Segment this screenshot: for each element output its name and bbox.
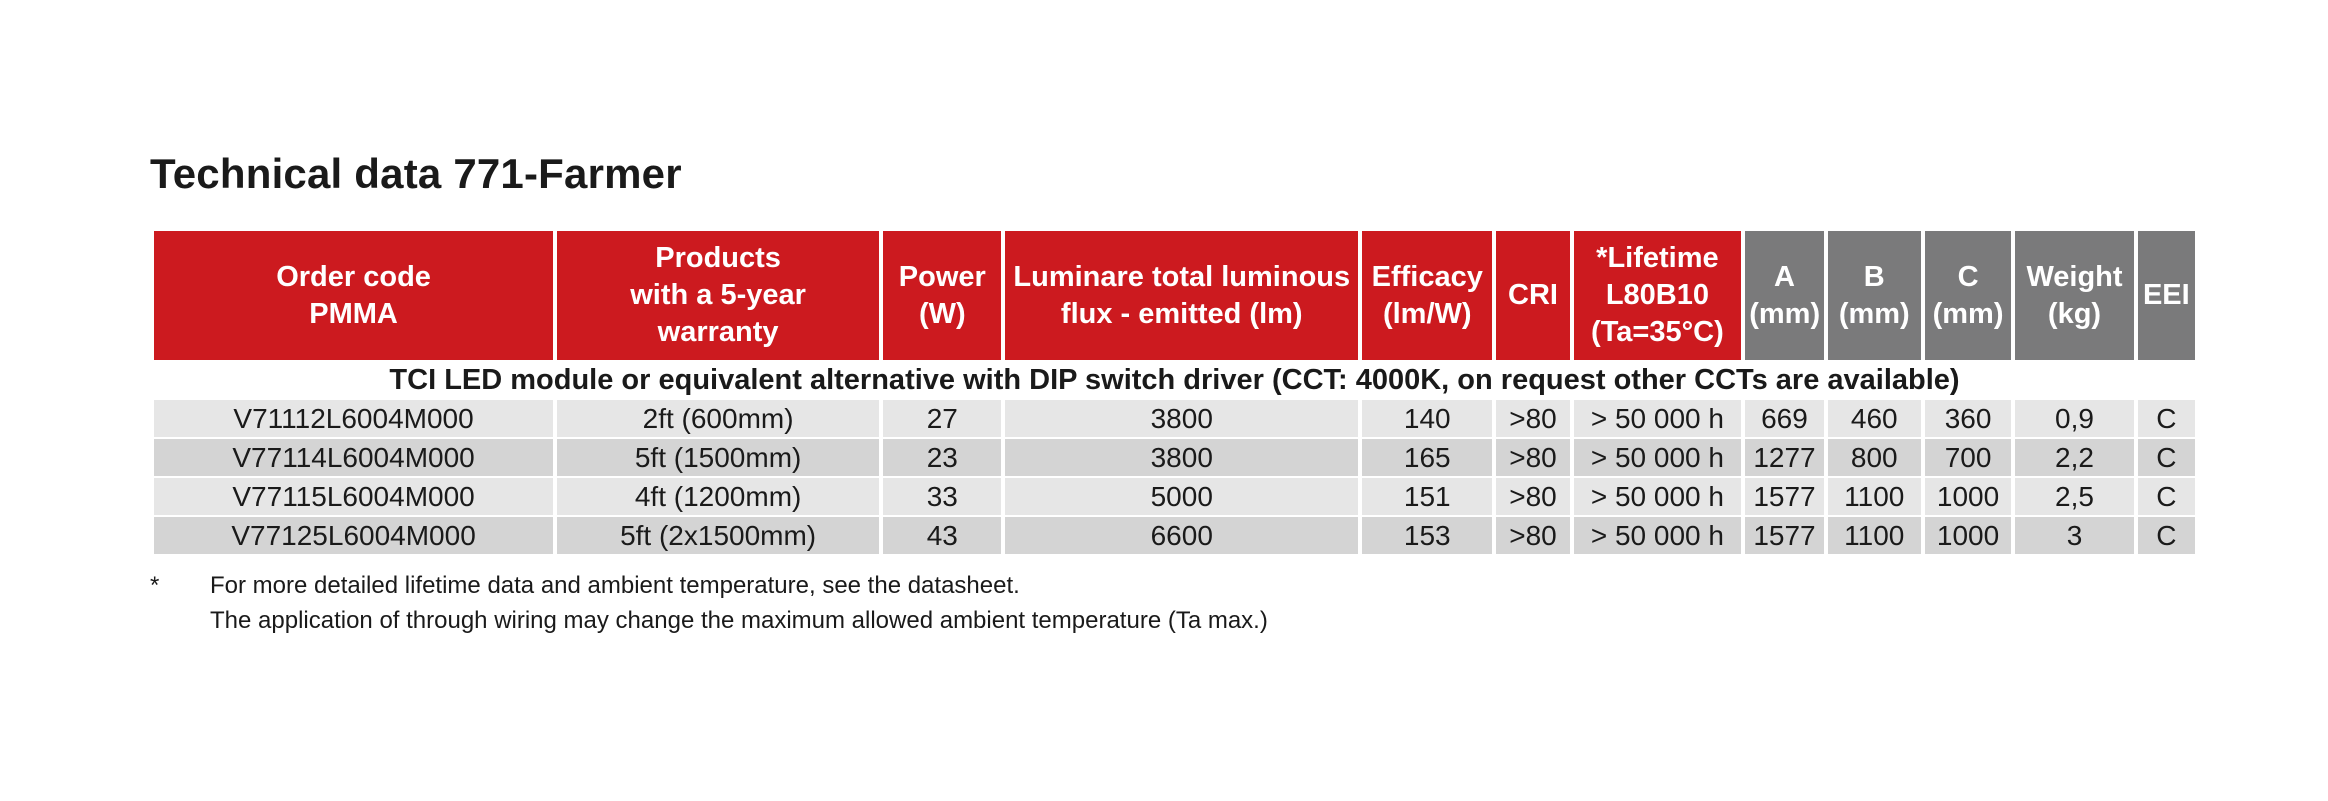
cell-power: 27: [883, 400, 1001, 439]
column-header-dimension-b: B (mm): [1828, 231, 1921, 360]
column-header-cri: CRI: [1496, 231, 1569, 360]
cell-power: 23: [883, 439, 1001, 478]
section-title: TCI LED module or equivalent alternative with DIP switch driver (CCT: 4000K, on request other CCTs are available): [389, 363, 1960, 396]
column-header-order-code: Order code PMMA: [154, 231, 553, 360]
section-header-row: [154, 360, 2195, 400]
cell-product: 2ft (600mm): [557, 400, 879, 439]
cell-dimension-c: 360: [1925, 400, 2011, 439]
cell-product: 5ft (2x1500mm): [557, 517, 879, 556]
cell-eei: C: [2138, 439, 2195, 478]
cell-luminous-flux: 3800: [1005, 439, 1358, 478]
cell-cri: >80: [1496, 439, 1569, 478]
cell-weight: 2,2: [2015, 439, 2133, 478]
cell-order-code: V77115L6004M000: [154, 478, 553, 517]
cell-luminous-flux: 3800: [1005, 400, 1358, 439]
column-header-eei: EEI: [2138, 231, 2195, 360]
cell-lifetime: > 50 000 h: [1574, 517, 1742, 556]
cell-order-code: V77114L6004M000: [154, 439, 553, 478]
footnote-marker: *: [150, 572, 160, 599]
cell-dimension-a: 1577: [1745, 478, 1823, 517]
cell-lifetime: > 50 000 h: [1574, 439, 1742, 478]
cell-power: 33: [883, 478, 1001, 517]
cell-dimension-b: 1100: [1828, 478, 1921, 517]
page-title: Technical data 771-Farmer: [150, 150, 682, 197]
cell-cri: >80: [1496, 400, 1569, 439]
column-header-power: Power (W): [883, 231, 1001, 360]
cell-weight: 3: [2015, 517, 2133, 556]
cell-order-code: V71112L6004M000: [154, 400, 553, 439]
table-row: [154, 439, 2195, 478]
table-row: [154, 478, 2195, 517]
technical-data-table: [150, 231, 2199, 556]
cell-dimension-a: 1277: [1745, 439, 1823, 478]
cell-efficacy: 151: [1362, 478, 1492, 517]
table-row: [154, 400, 2195, 439]
column-header-dimension-c: C (mm): [1925, 231, 2011, 360]
cell-dimension-a: 669: [1745, 400, 1823, 439]
cell-power: 43: [883, 517, 1001, 556]
cell-weight: 2,5: [2015, 478, 2133, 517]
cell-dimension-c: 1000: [1925, 478, 2011, 517]
column-header-weight: Weight (kg): [2015, 231, 2133, 360]
cell-dimension-b: 460: [1828, 400, 1921, 439]
column-header-products: Products with a 5-year warranty: [557, 231, 879, 360]
cell-efficacy: 165: [1362, 439, 1492, 478]
cell-dimension-b: 1100: [1828, 517, 1921, 556]
cell-efficacy: 140: [1362, 400, 1492, 439]
cell-product: 5ft (1500mm): [557, 439, 879, 478]
cell-dimension-c: 1000: [1925, 517, 2011, 556]
column-header-luminous-flux: Luminare total luminous flux - emitted (lm): [1005, 231, 1358, 360]
footnote-text: For more detailed lifetime data and ambient temperature, see the datasheet.: [210, 572, 1020, 599]
cell-dimension-b: 800: [1828, 439, 1921, 478]
cell-order-code: V77125L6004M000: [154, 517, 553, 556]
cell-dimension-a: 1577: [1745, 517, 1823, 556]
cell-dimension-c: 700: [1925, 439, 2011, 478]
cell-eei: C: [2138, 478, 2195, 517]
cell-weight: 0,9: [2015, 400, 2133, 439]
column-header-efficacy: Efficacy (lm/W): [1362, 231, 1492, 360]
column-header-dimension-a: A (mm): [1745, 231, 1823, 360]
cell-lifetime: > 50 000 h: [1574, 400, 1742, 439]
cell-luminous-flux: 5000: [1005, 478, 1358, 517]
cell-efficacy: 153: [1362, 517, 1492, 556]
column-header-lifetime: *Lifetime L80B10 (Ta=35°C): [1574, 231, 1742, 360]
cell-eei: C: [2138, 517, 2195, 556]
cell-eei: C: [2138, 400, 2195, 439]
cell-product: 4ft (1200mm): [557, 478, 879, 517]
table-header-row: [154, 231, 2195, 360]
table-row: [154, 517, 2195, 556]
cell-cri: >80: [1496, 517, 1569, 556]
cell-cri: >80: [1496, 478, 1569, 517]
cell-lifetime: > 50 000 h: [1574, 478, 1742, 517]
cell-luminous-flux: 6600: [1005, 517, 1358, 556]
footnote-text: The application of through wiring may change the maximum allowed ambient temperature (Ta max.): [210, 607, 1268, 634]
